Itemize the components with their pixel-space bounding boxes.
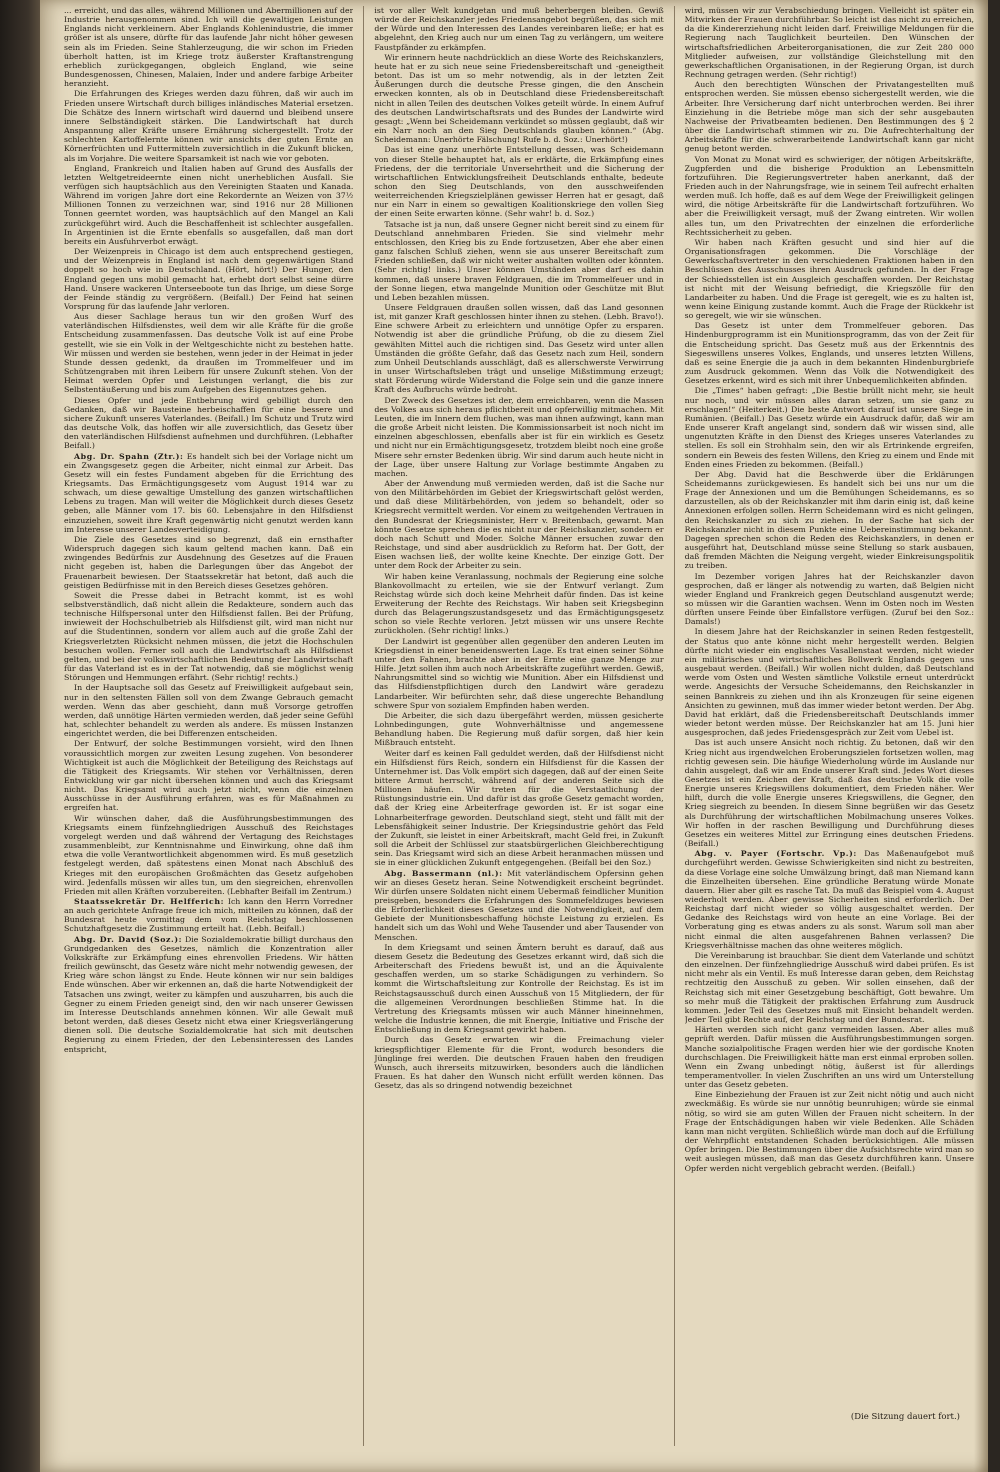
article-paragraph <box>374 711 663 748</box>
article-paragraph <box>685 238 974 320</box>
column-divider <box>363 6 364 1446</box>
paragraph-text: Durch das Gesetz erwarten wir die Freimachung vieler kriegspflichtiger Elemente für die Front, wodurch besonders die Jünglinge frei werden. Die deutschen Frauen haben den freudigen Wunsch, auch ihrerseits mitzuwirken, besonders auch die ländlichen Frauen. Es hat daher den Wunsch nicht erfüllt werden können. Das Gesetz, das als so dringend notwendig bezeichnet <box>374 1035 664 1091</box>
article-paragraph <box>374 637 663 710</box>
paragraph-text: Wir haben nach Kräften gesucht und sind hier auf die Organisationsfragen gekommen. Die Vorschläge der Gewerkschaftsvertreter in den verschiedenen Fraktionen haben in den Beschlüssen des Ausschusses ihren Ausdruck gefunden. In der Frage der Schiedsstellen ist ein Ausgleich geschaffen worden. Der Reichstag ist nicht mit der Weisung befriedigt, die Kriegszölle für den Landarbeiter zu haben. Und die Frage ist geregelt, wie es zu halten ist, wenn keine Einigung zustande kommt. Auch die Frage der Rückkehr ist so geregelt, wie wir sie wünschen. <box>684 237 974 321</box>
speaker-name: Abg. v. Payer (Fortschr. Vp.): <box>694 849 857 859</box>
article-paragraph <box>64 312 353 394</box>
paragraph-text: Eine Einbeziehung der Frauen ist zur Zeit nicht nötig und auch nicht zweckmäßig. Es würde sie nur unnötig beunruhigen; würde sie einmal nötig, so wird sie am guten Willen der Frauen nicht scheitern. In der Frage der Entschädigungen haben wir viele Bedenken. Alle Schäden kann man nicht vergüten. Schließlich würde man doch auf die Erfüllung der Wehrpflicht entstandenen Schaden berücksichtigen. Alle müssen Opfer bringen. Die Bestimmungen über die Aufsichtsrechte wird man so weit auslegen müssen, daß man das Gesetz durchführen kann. Unsere Opfer werden nicht vergeblich gebracht werden. (Beifall.) <box>684 1090 974 1173</box>
article-paragraph <box>64 89 353 162</box>
text-column-2 <box>374 6 663 1446</box>
article-paragraph <box>64 164 353 246</box>
article-paragraph <box>64 591 353 683</box>
paragraph-text: Mit vaterländischem Opfersinn gehen wir an dieses Gesetz heran. Seine Notwendigkeit erscheint begründet. Wir dürfen unsere Soldaten nicht einem Uebermaß feindlicher Munition preisgeben, besonders die Erfahrungen des Sommefeldzuges bewiesen die Erforderlichkeit dieses Gesetzes und die Notwendigkeit, auf dem Gebiete der Munitionsbeschaffung höchste Leistung zu erzielen. Es handelt sich um das Wohl und Wehe Tausender und aber Tausender von Menschen. <box>374 868 664 942</box>
paragraph-text: Die Arbeiter, die sich dazu übergefährt werden, müssen gesicherte Lohnbedingungen, gute Wohnverhältnisse und angemessene Behandlung haben. Die Regierung muß dafür sorgen, daß hier kein Mißbrauch entsteht. <box>374 710 664 748</box>
paragraph-text: wird, müssen wir zur Verabschiedung bringen. Vielleicht ist später ein Mitwirken der Frauen durchführbar. So leicht ist das nicht zu erreichen, da die Kindererziehung nicht leiden darf. Freiwillige Meldungen für die Regierung nach Tauglichkeit beurteilen. Den Wünschen der wirtschaftsfriedlichen Arbeiterorganisationen, die zur Zeit 280 000 Mitglieder aufweisen, zur vollständige Gleichstellung mit den gewerkschaftlichen Organisationen, in der Regierung Organ, ist durch Rechnung getragen werden. (Sehr richtig!) <box>684 6 974 80</box>
paragraph-text: Das ist auch unsere Ansicht noch richtig. Zu betonen, daß wir den Krieg nicht aus irgendwelchen Eroberungszielen fortsetzen wollen, mag richtig gewesen sein. Die häufige Wiederholung würde im Auslande nur dahin ausgelegt, daß wir am Ende unserer Kraft sind. Jedes Wort dieses Gesetzes ist ein Zeichen der Kraft, daß das deutsche Volk die volle Energie unseres Kriegswillens dokumentiert, dem Frieden näher. Wer hilft, durch die volle Energie unseres Kriegswillens, die Gegner, den Krieg siegreich zu beenden. In diesem Sinne begrüßen wir das Gesetz als Durchführung der wirtschaftlichen Mobilmachung unseres Volkes. Wir hoffen in der raschen Bewilligung und Durchführung dieses Gesetzes ein weiteres Mittel zur Erringung eines deutschen Friedens. (Beifall.) <box>684 738 974 849</box>
paragraph-text: Die Sozialdemokratie billigt durchaus den Grundgedanken des Gesetzes, nämlich die Konzentration aller Volkskräfte zur Erkämpfung eines ehrenvollen Friedens. Wir hätten freilich gewünscht, das Gesetz wäre nicht mehr notwendig gewesen, der Krieg wäre schon längst zu Ende. Heute können wir nur sein baldiges Ende wünschen. Aber wir erkennen an, daß die harte Notwendigkeit der Tatsachen uns zwingt, weiter zu kämpfen und auszuharren, bis auch die Gegner zu einem Frieden geneigt sind, den wir nach unserer Gewissen im Interesse Deutschlands annehmen können. Wir alle Gewalt muß betont werden, daß dieses Gesetz nicht etwa einer Kriegsverlängerung dienen soll. Die deutsche Sozialdemokratie hat sich mit deutschen Regierung zu einem Frieden, der den Lebensinteressen des Landes entspricht, <box>64 934 354 1054</box>
paragraph-text: Das Gesetz ist unter dem Trommelfeuer geboren. Das Hindenburgprogramm ist ein Munitionsprogramm, das von der Zeit für die Entscheidung spricht. Das Gesetz muß aus der Erkenntnis des Siegeswillens unseres Volkes, Englands, und unseres letzten Willens, daß es seine Energie die ja auch in dem bekannten Hindenburgbriefe zum Ausdruck gekommen. Wenn das Volk die Notwendigkeit des Gesetzes erkennt, wird es sich mit ihrer Unbequemlichkeiten abfinden. <box>684 321 974 386</box>
article-paragraph <box>64 396 353 451</box>
page-edge-shadow <box>974 0 988 1472</box>
speaker-name: Abg. Dr. Spahn (Ztr.): <box>74 451 184 461</box>
paragraph-text: Dieses Opfer und jede Entbehrung wird gebilligt durch den Gedanken, daß wir Bausteine herbeischaffen für eine bessere und sichere Zukunft unseres Vaterlandes. (Beifall.) Im Schutz und Trutz wird das deutsche Volk, das hoffen wir alle zuversichtlich, das Gesetz über den vaterländischen Hilfsdienst aufnehmen und durchführen. (Lebhafter Beifall.) <box>64 395 354 451</box>
article-paragraph <box>64 935 353 1054</box>
article-paragraph <box>374 220 663 302</box>
paragraph-text: In diesem Jahre hat der Reichskanzler in seinen Reden festgestellt, der Status quo ante könne nicht mehr hergestellt werden. Belgien dürfte nicht wieder ein englisches Vasallenstaat werden, nicht wieder ein militärisches und wirtschaftliches Bollwerk Englands gegen uns ausgebaut werden. (Beifall.) Wir wollen nicht dulden, daß Deutschland werde vom Osten und Westen sämtliche Volkstile erneut unterdrückt werde. Angesichts der Versuche Scheidemanns, den Reichskanzler in seinen Bannkreis zu ziehen und ihn als Kronzeugen für seine eigenen Ansichten zu gewinnen, muß das immer wieder betont werden. Der Abg. David hat erklärt, daß die Friedensbereitschaft Deutschlands immer wieder betont werden müsse. Der Reichskanzler hat am 15. Juni hier ausgesprochen, daß jedes Friedensgespräch zur Zeit vom Uebel ist. <box>684 627 974 738</box>
article-paragraph <box>64 6 353 88</box>
paragraph-text: England, Frankreich und Italien haben auf Grund des Ausfalls der letzten Weltgetreideernte einen nicht unerheblichen Ausfall. Sie verfügen sich hauptsächlich aus den Vereinigten Staaten und Kanada. Während im vorigen Jahre dort eine Rekordernte an Weizen von 37½ Millionen Tonnen zu verzeichnen war, sind 1916 nur 28 Millionen Tonnen geerntet worden, was hauptsächlich auf den Mangel an Kali zurückgeführt wird. Auch die Beschaffenheit ist schlechter ausgefallen. In Argentinien ist die Ernte ebenfalls so ausgefallen, daß man dort bereits ein Ausfuhrverbot erwägt. <box>64 163 354 246</box>
article-paragraph <box>685 627 974 737</box>
paragraph-text: Die Vereinbarung ist brauchbar. Sie dient dem Vaterlande und schützt den einzelnen. Der fünfzehngliedrige Ausschuß wird dabei prüfen. Es ist nicht mehr als ein Ventil. Es muß Interesse daran geben, dem Reichstag rechtzeitig den Ausschuß zu geben. Wir sollen einsehen, daß der Reichstag sich mit einer Gesetzgebung beschäftigt, Gott bewahre. Um so mehr muß die Tätigkeit der praktischen Erfahrung zum Ausdruck kommen. Jeder Teil des Gesetzes muß mit Einsicht behandelt werden. Jeder Teil gibt Rechte auf, der Reichstag und der Bundesrat. <box>684 950 974 1025</box>
paragraph-text: Von Monat zu Monat wird es schwieriger, der nötigen Arbeitskräfte, Zugpferden und die bisherige Produktion an Lebensmitteln fortzuführen. Die Regierungsvertreter haben anerkannt, daß der Frieden auch in der Nahrungsfrage, wie in seinem Teil aufrecht erhalten werden muß. Ich hoffe, daß es auf dem Wege der Freiwilligkeit gelingen wird, die nötige Arbeitskräfte für die Landwirtschaft fortzuführen. Wo aber die Freiwilligkeit versagt, muß der Zwang eintreten. Wir wollen alles tun, um den Privatrechten der einzelnen die erforderliche Rechtssicherheit zu geben. <box>684 154 974 237</box>
paragraph-text: In der Hauptsache soll das Gesetz auf Freiwilligkeit aufgebaut sein, nur in den seltensten Fällen soll von dem Zwange Gebrauch gemacht werden. Wenn das aber geschieht, dann muß Vorsorge getroffen werden, daß unnötige Härten vermieden werden, daß jeder seine Gefühl hat, schlechter behandelt zu werden als andere. Es müssen Instanzen eingerichtet werden, die bei Differenzen entscheiden. <box>64 683 354 739</box>
paragraph-text: Aus dieser Sachlage heraus tun wir den großen Wurf des vaterländischen Hilfsdienstes, weil dem wir alle Kräfte für die große Entscheidung zusammenfassen. Das deutsche Volk ist auf eine Probe gestellt, wie sie ein Volk in der Weltgeschichte nicht zu bestehen hatte. Wir müssen und werden sie bestehen, wenn jeder in der Heimat in jeder Stunde dessen gedenkt, da draußen im Trommelfeuer und im Schützengraben mit ihren Leibern für unsere Zukunft stehen. Von der Heimat werden Opfer und Leistungen verlangt, die bis zur Selbstentäußerung und bis zum Aufgeben des Eigennutzes gehen. <box>64 312 354 395</box>
session-continues-note: (Die Sitzung dauert fort.) <box>850 1412 960 1422</box>
paragraph-text: Härten werden sich nicht ganz vermeiden lassen. Aber alles muß geprüft werden. Dafür müssen die Ausführungsbestimmungen sorgen. Manche sozialpolitische Fragen werden hier wie der gordische Knoten durchschlagen. Die Freiwilligkeit hätte man erst einmal erproben sollen. Wenn ein Zwang unbedingt nötig, äußerst ist für allerdings temperamentvoller. In vielen Zuschriften an uns wird um Unterstellung unter das Gesetz gebeten. <box>684 1025 974 1090</box>
paragraph-text: Wir erinnern heute nachdrücklich an diese Worte des Reichskanzlers, heute hat er zu sich neue seine Friedensbereitschaft und -geneigtheit betont. Das ist um so mehr notwendig, als in der letzten Zeit Äußerungen durch die deutsche Presse gingen, die den Anschein erwecken konnten, als ob in Deutschland diese Friedensbereitschaft nicht in allen Teilen des deutschen Volkes geteilt würde. In einem Aufruf des deutschen Landwirtschaftsrats und des Bundes der Landwirte wird gesagt: „Wenn bei Scheidemann verkündet so müssen geglaubt, daß wir ein Narr noch an den Sieg Deutschlands glauben können.“ (Abg. Scheidemann: Unerhörte Fälschung! Rufe b. d. Soz.: Unerhört!) <box>374 52 664 145</box>
text-column-1 <box>64 6 353 1446</box>
paragraph-text: Im Dezember vorigen Jahres hat der Reichskanzler davon gesprochen, daß er länger als notwendig zu warten, daß Belgien nicht wieder England und Frankreich gegen Deutschland ausgenutzt werde; so müssen wir die Garantien wachsen. Wenn im Osten noch im Westen dürften unsere Feinde über Einfallstore verfügen. (Zuruf bei den Soz.: Damals!) <box>684 571 974 627</box>
article-paragraph <box>685 572 974 627</box>
article-paragraph <box>685 849 974 950</box>
article-paragraph <box>685 738 974 848</box>
column-container <box>64 6 974 1446</box>
article-paragraph <box>685 155 974 237</box>
article-paragraph <box>685 1090 974 1172</box>
paragraph-text: Soweit die Presse dabei in Betracht kommt, ist es wohl selbstverständlich, daß nicht allein die Redakteure, sondern auch das technische Hilfspersonal unter den Hilfsdienst fallen. Bei der Prüfung, inwieweit der Hochschulbetrieb als Hilfsdienst gilt, wird man nicht nur auf die Studentinnen, sondern vor allem auch auf die große Zahl der Kriegsverletzten Rücksicht nehmen müssen, die jetzt die Hochschulen besuchen wollen. Ferner soll auch die Landwirtschaft als Hilfsdienst gelten, und bei der volkswirtschaftlichen Bedeutung der Landwirtschaft für das Vaterland ist es in der Tat notwendig, daß sie möglichst wenig Störungen und Hemmungen erfährt. (Sehr richtig! rechts.) <box>64 590 354 683</box>
article-paragraph <box>374 479 663 571</box>
speaker-name: Abg. Bassermann (nl.): <box>384 868 503 878</box>
paragraph-text: Auch den berechtigten Wünschen der Privatangestellten muß entsprochen werden. Sie müssen ebenso sichergestellt werden, wie die Arbeiter. Ihre Versicherung darf nicht unterbrochen werden. Bei ihrer Einziehung in die Betriebe möge man sich der sehr ausgebauten Nachweise der Privatbeamten bedienen. Den Bestimmungen des § 2 über die Landwirtschaft stimmen wir zu. Die Aufrechterhaltung der Arbeitskräfte für die schwerarbeitende Landwirtschaft kann gar nicht genug betont werden. <box>684 80 974 154</box>
article-paragraph <box>685 321 974 385</box>
paragraph-text: Das ist eine ganz unerhörte Entstellung dessen, was Scheidemann von dieser Stelle behauptet hat, als er erklärte, die Erkämpfung eines Friedens, der die territoriale Unversehrtheit und die Sicherung der wirtschaftlichen Entwicklungsfreiheit Deutschlands enthalte, bedeute schon den Sieg Deutschlands, von den ausschweifenden weiterreichenden Kriegszielplänen gewisser Herren hat er gesagt, daß nur ein Narr in einem so gewaltigen Koalitionskriege den vollen Sieg der einen Seite erwarten könne. (Sehr wahr! b. d. Soz.) <box>374 145 664 219</box>
paragraph-text: Die „Times“ haben gefragt: „Die Bestie brüllt nicht mehr, sie heult nur noch, und wir müssen alles daran setzen, um sie ganz zu erschlagen!“ (Heiterkeit.) Die beste Antwort darauf ist unsere Siege in Rumänien. (Beifall.) Das Gesetz würde ein Ausdruck dafür, daß wir am Ende unserer Kraft angelangt sind, sondern daß wir wissen sind, alle ungenutzten Kräfte in den Dienst des Krieges unseres Vaterlandes zu stellen. Es soll ein Strohhalm sein, den wir als Ertrinkende ergreifen, sondern ein Beweis des festen Willens, den Krieg zu einem und Ende mit Enden eines Frieden zu bekommen. (Beifall.) <box>684 386 974 469</box>
newspaper-page <box>40 0 988 1472</box>
article-paragraph <box>685 80 974 153</box>
paragraph-text: Der Zweck des Gesetzes ist der, dem erreichbaren, wenn die Massen des Volkes aus sich heraus pflichtbereit und opferwillig mitmachen. Mit Leuten, die im Innern dem fluchen, was man ihnen aufzwingt, kann man die große Arbeit nicht leisten. Die Kommissionsarbeit ist noch nicht im einzelnen abgeschlossen, ebenfalls aber ist für ein wirklich es Gesetz und nicht nur ein Ermächtigungsgesetz, trotzdem bleibt noch eine große Misere sehr ernster Bedenken übrig. Wir sind darum auch heute nicht in der Lage, über unsere Haltung zur Vorlage bestimmte Angaben zu machen. <box>374 395 664 478</box>
paragraph-text: Tatsache ist ja nun, daß unsere Gegner nicht bereit sind zu einem für Deutschland annehmbaren Frieden. Sie sind vielmehr mehr entschlossen, den Krieg bis zu Ende fortzusetzen, Aber ehe aber einen ganz falschen Schluß ziehen, wenn sie aus unserer Bereitschaft zum Frieden schließen, daß wir nicht weiter aushalten wollten oder könnten. (Sehr richtig! links.) Unser können Umständen aber darf es dahin kommen, daß unsere braven Feldgrauen, die im Trommelfeuer und in der Sonne liegen, etwa mangelnde Munition oder Geschütze mit Blut und Leben bezahlen müssen. <box>374 219 664 302</box>
article-paragraph <box>64 814 353 896</box>
article-paragraph <box>685 6 974 79</box>
paragraph-text: Es handelt sich bei der Vorlage nicht um ein Zwangsgesetz gegen die Arbeiter, nicht einmal zur Arbeit. Das Gesetz will ein festes Fundament abgeben für die Errichtung des Kriegsamts. Das Ermächtigungsgesetz vom August 1914 war zu schwach, um diese gewaltige Umstellung des ganzen wirtschaftlichen Lebens zu tragen. Man will weiter die Möglichkeit durch dieses Gesetz geben, alle Männer vom 17. bis 60. Lebensjahre in den Hilfsdienst einzuziehen, soweit ihre Kraft gegenwärtig nicht genutzt werden kann im Interesse unserer Landesverteidigung. <box>64 451 354 534</box>
article-paragraph <box>685 1025 974 1089</box>
article-paragraph <box>64 897 353 934</box>
article-paragraph <box>374 869 663 942</box>
column-divider <box>674 6 675 1446</box>
paragraph-text: Unsere Feldgrauen draußen sollen wissen, daß das Land gesonnen ist, mit ganzer Kraft geschlossen hinter ihnen zu stehen. (Lebh. Bravo!). Eine schwere Arbeit zu erleichtern und unnötige Opfer zu ersparen. Notwendig ist aber die gründliche Prüfung, ob die zu diesem Ziel gewählten Mittel auch die richtigen sind. Das Gesetz wird unter allen Umständen die größte Gefahr, daß das Gesetz nach zum Heil, sondern zum Unheil Deutschlands ausschlägt, daß es allerschwerste Verwirrung in unser Wirtschaftsleben trägt und unselige Mißstimmung erzeugt; statt Förderung würde Widerstand die Folge sein und die ganze innere Kraft des Aufbruchs würde bedroht. <box>374 303 664 395</box>
article-paragraph <box>64 452 353 534</box>
article-paragraph <box>374 572 663 636</box>
article-paragraph <box>374 1035 663 1090</box>
paragraph-text: Weiter darf es keinen Fall geduldet werden, daß der Hilfsdienst nicht ein Hilfsdienst fürs Reich, sondern ein Hilfsdienst für die Kassen der Unternehmer ist. Das Volk empört sich dagegen, daß auf der einen Seite bittere Armut herrscht, während auf der anderen Seite sich die Millionen häufen. Wir treten für die Verstaatlichung der Rüstungsindustrie ein. Und dafür ist das große Gesetz gemacht worden, daß der Krieg eine Arbeiterfrage geworden ist. Er ist sogar eine Lohnarbeiterfrage geworden. Deutschland siegt, steht und fällt mit der Lebensfähigkeit seiner Industrie. Der Kriegsindustrie gehört das Feld der Zukunft, sie leistet in einer Arbeitskraft, macht Geld frei, in Zukunft soll die Arbeit der Schlüssel zur staatsbürgerlichen Gleichberechtigung sein. Das Kriegsamt wird sich an diese Arbeit heranmachen müssen und sie in einer glücklichen Zukunft entgegengehen. (Beifall bei den Soz.) <box>374 748 664 868</box>
paragraph-text: Der Entwurf, der solche Bestimmungen vorsieht, wird den Ihnen voraussichtlich morgen zur zweiten Lesung zugehen. Von besonderer Wichtigkeit ist auch die Möglichkeit der Beteiligung des Reichstags auf die Tätigkeit des Kriegsamts. Wir stehen vor Verhältnissen, deren Entwicklung wir gar nicht übersehen können und auch das Kriegsamt nicht. Das Kriegsamt wird auch jetzt nicht, wenn die einzelnen Ausschüsse in der Ausführung erfahren, was es für Maßnahmen zu ergreifen hat. <box>64 739 354 813</box>
book-gutter <box>0 0 40 1472</box>
paragraph-text: Das Maßenaufgebot muß durchgeführt werden. Gewisse Schwierigkeiten sind nicht zu bestreiten, da diese Vorlage eine solche Umwälzung bringt, daß man Niemand kann die Einzelheiten übersehen. Eine gründliche Beratung würde Monate dauern. Hier aber gilt es rasche Tat. Da muß das Beispiel vom 4. August wiederholt werden. Aber gewisse Sicherheiten sind erforderlich. Der Reichstag darf nicht wieder so völlig ausgeschaltet werden. Der Gedanke des Reichstags wird von heute an eine Vorlage. Bei der Vorberatung ging es etwas anders zu als sonst. Warum soll man aber nicht einmal die alten ausgefahrenen Bahnen verlassen? Die Kriegsverhältnisse machen das ohne weiteres möglich. <box>684 849 974 950</box>
paragraph-text: Die Ziele des Gesetzes sind so begrenzt, daß ein ernsthafter Widerspruch dagegen sich kaum geltend machen kann. Daß ein zwingendes Bedürfnis zur Ausdehnung des Gesetzes auf die Frauen nicht gegeben ist, haben die Darlegungen über das Angebot der Frauenarbeit bewiesen. Der Staatssekretär hat betont, daß auch die geistigen Bedürfnisse mit in den Bereich dieses Gesetzes gehören. <box>64 534 354 590</box>
paragraph-text: Der Landwirt ist gegenüber allen gegenüber den anderen Leuten im Kriegsdienst in einer beneidenswerten Lage. Es trat einen seiner Söhne unter den Fahnen, brachte aber in der Ernte eine ganze Menge zur Hilfe. Jetzt sollen ihm auch noch Arbeitskräfte zugeführt werden. Gewiß, Nahrungsmittel sind so wichtig wie Munition. Aber ein Hilfsdienst und das Hilfsdienstpflichtigen durch den Landwirt wäre geradezu Landarbeiter. Wir befürchten sehr, daß diese ungerechte Behandlung schwere Spur von sozialem Empfinden haben werden. <box>374 636 664 710</box>
paragraph-text: ... erreicht, und das alles, während Millionen und Abermillionen auf der Industrie herausgenommen sind. Ich will die gewaltigen Leistungen Englands nicht verkleinern. Aber Englands Kohlenindustrie, die immer größer ist als unsere, dürfte für das laufende Jahr nicht höher gewesen sein als im Frieden. Seine Stahlerzeugung, die wir schon im Frieden überholt hatten, ist im Kriege trotz äußerster Kraftanstrengung erheblich zurückgegangen, obgleich England, wie seine Bundesgenossen, Chinesen, Malaien, Inder und andere farbige Arbeiter heranzieht. <box>64 6 354 89</box>
text-column-3 <box>685 6 974 1446</box>
speaker-name: Staatssekretär Dr. Helfferich: <box>74 897 225 906</box>
paragraph-text: Ich kann den Herrn Vorredner an auch gerichtete Anfrage freue ich mich, mitteilen zu können, daß der Bundesrat heute vormittag dem vom Reichstag beschlossenen Schutzhaftgesetz die Zustimmung erteilt hat. (Lebh. Beifall.) <box>64 897 354 934</box>
paragraph-text: In dem Kriegsamt und seinen Ämtern beruht es darauf, daß aus diesem Gesetz die Bedeutung des Gesetzes erkannt wird, daß sich die Arbeiterschaft des Friedens bewußt ist, und an die Äquivalente geschaffen werden, um so starke Schädigungen zu verhindern. So kommt die Wirtschaftsleitung zur Kontrolle der Reichstag. Es ist im Reichstagsausschuß durch einen Ausschuß von 15 Mitgliedern, der für die allgemeinen Verordnungen beschließen Stimme hat. In die Vertretung des Kriegsamts müssen wir auch Männer hineinnehmen, welche die Industrie kennen, die mit Energie, Initiative und Frische der Entschließung in dem Kriegsamt gewirkt haben. <box>374 942 664 1035</box>
article-paragraph <box>374 303 663 395</box>
article-paragraph <box>685 386 974 468</box>
article-paragraph <box>685 470 974 571</box>
paragraph-text: Aber der Anwendung muß vermieden werden, daß ist die Sache nur von den Militärbehörden im Gebiet der Kriegswirtschaft gelöst werden, und daß diese Militärbehörden, von jedem so behandelt, oder so Kriegsrecht vermittelt werden. Vor einem zu weitgehenden Vertrauen in den Bundesrat der Kriegsminister, Herr v. Breitenbach, gewarnt. Man könnte Gesetze sprechen die es nicht nur der Reichskanzler, sondern er doch nach Schutt und Moder. Solche Männer ersuchen zuwar den Reichstage, und sind aber ausdrücklich zu Reform hat. Der Gott, der Eisen wachsen ließ, der wollte keine Knechte. Der einzige Gott. Der unter dem Rock der Arbeiter zu sein. <box>374 478 664 571</box>
article-paragraph <box>374 145 663 218</box>
article-paragraph <box>685 951 974 1024</box>
article-paragraph <box>64 247 353 311</box>
paragraph-text: Wir haben keine Veranlassung, nochmals der Regierung eine solche Blankovollmacht zu erteilen, wie sie der Entwurf verlangt. Zum Reichstag würde sich doch keine Mehrheit dafür finden. Das ist keine Erweiterung der Rechte des Reichstags. Wir haben seit Kriegsbeginn durch das Belagerungszustandsgesetz und das Ermächtigungsgesetz schon so viele Rechte verloren. Jetzt müssen wir uns unsere Rechte zurückholen. (Sehr richtig! links.) <box>374 571 664 636</box>
paragraph-text: Wir wünschen daher, daß die Ausführungsbestimmungen des Kriegsamts einem fünfzehngliedrigen Ausschuß des Reichstages vorgelegt werden und daß während der Vertagung des Reichstages zusammenbleibt, zur Kenntnisnahme und Einwirkung, ohne daß ihm etwa die volle Verantwortlichkeit abgenommen wird. Es muß gesetzlich festgelegt werden, daß spätestens einen Monat nach Abschluß des Krieges mit den europäischen Großmächten das Gesetz aufgehoben wird. Jedenfalls müssen wir alles tun, um den siegreichen, ehrenvollen Frieden mit allen Kräften vorzubereiten. (Lebhafter Beifall im Zentrum.) <box>64 813 354 896</box>
article-paragraph <box>374 6 663 52</box>
article-paragraph <box>64 739 353 812</box>
speaker-name: Abg. Dr. David (Soz.): <box>74 934 183 944</box>
paragraph-text: ist vor aller Welt kundgetan und muß beherbergen bleiben. Gewiß würde der Reichskanzler jedes Friedensangebot begrüßen, das sich mit der Würde und den Interessen des Landes vereinbaren ließe; er hat es abgelehnt, den Krieg auch nur um einen Tag zu verlängern, um weitere Faustpfänder zu erkämpfen. <box>374 6 664 52</box>
article-paragraph <box>374 53 663 145</box>
article-paragraph <box>64 683 353 738</box>
paragraph-text: Der Abg. David hat die Beschwerde über die Erklärungen Scheidemanns zurückgewiesen. Es handelt sich bei uns nur um die Frage der Annexionen und um die Bemühungen Scheidemanns, es so darzustellen, als ob der Reichskanzler mit ihm darin einig ist, daß keine Annexionen erfolgen sollen. Herrn Scheidemann wird es nicht gelingen, den Reichskanzler zu sich zu ziehen. In der Sache hat sich der Reichskanzler nicht in diesem Punkte eine Uebereinstimmung bekannt. Dagegen sprechen schon die Reden des Reichskanzlers, in denen er ausgeführt hat, Deutschland müsse seine Stellung so stark ausbauen, daß fremden Mächten die Neigung vergeht, wieder Einkreisungspolitik zu treiben. <box>684 469 974 571</box>
paragraph-text: Die Erfahrungen des Krieges werden dazu führen, daß wir auch im Frieden unsere Wirtschaft durch billiges inländisches Material ersetzen. Die Schätze des Innern wirtschaft wird dauernd und bleibend unsere innere Selbständigkeit stärken. Die Landwirtschaft hat durch Anspannung aller Kräfte unsere Ernährung sichergestellt. Trotz der schlechten Kartoffelernte können wir ansichts der guten Ernte an Körnerfrüchten und Futtermitteln zuversichtlich in die Zukunft blicken, als im Vorjahre. Die weitere Sparsamkeit ist nach wie vor geboten. <box>64 89 354 163</box>
article-paragraph <box>64 535 353 590</box>
paragraph-text: Der Weizenpreis in Chicago ist dem auch entsprechend gestiegen, und der Weizenpreis in England ist nach dem gegenwärtigen Stand doppelt so hoch wie in Deutschland. (Hört, hört!) Der Hunger, den England gegen uns mobil gemacht hat, erhebt dort selbst seine dürre Hand. Unsere wackeren Unterseeboote tun das Ihrige, um diese Sorge der Feinde ständig zu vergrößern. (Beifall.) Der Feind hat seinen Vorsprung für das laufende Jahr verloren. <box>64 247 354 311</box>
article-paragraph <box>374 749 663 868</box>
article-paragraph <box>374 943 663 1035</box>
article-paragraph <box>374 396 663 478</box>
